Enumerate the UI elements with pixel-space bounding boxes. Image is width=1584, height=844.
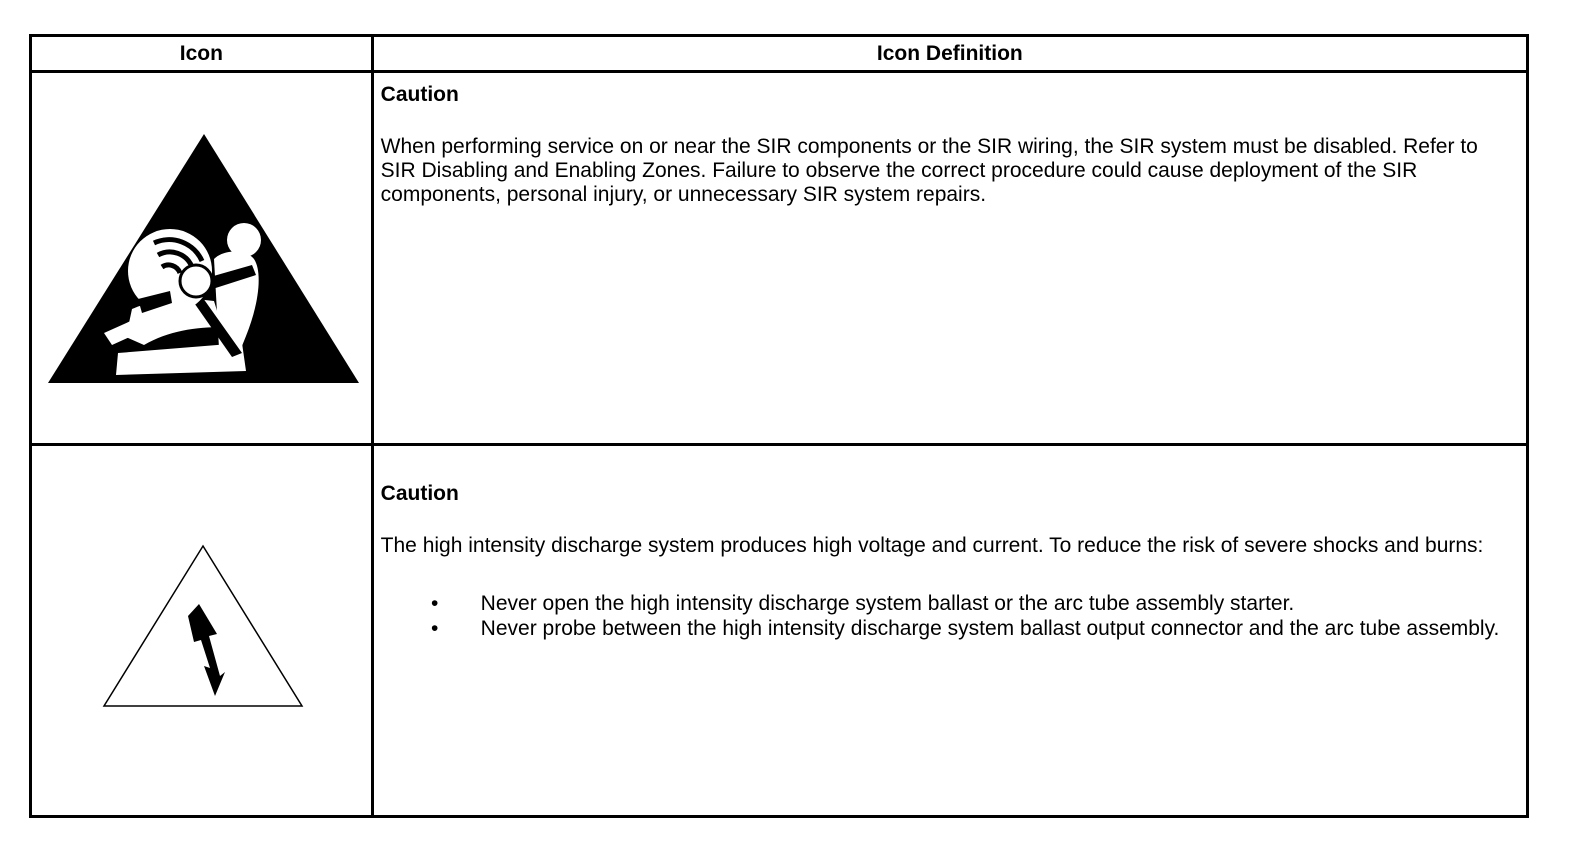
definition-cell xyxy=(372,72,1527,445)
bullet-text: Never open the high intensity discharge system ballast or the arc tube assembly starter. xyxy=(480,591,1295,615)
airbag-warning-icon xyxy=(46,131,360,387)
header-definition: Icon Definition xyxy=(372,36,1527,72)
high-voltage-warning-icon xyxy=(102,544,304,708)
caution-bullet-list xyxy=(381,592,1518,641)
caution-heading: Caution xyxy=(380,83,459,106)
table-row xyxy=(31,444,1528,817)
icon-definition-table xyxy=(29,34,1529,818)
bullet-icon: • xyxy=(430,591,439,615)
list-item xyxy=(429,617,1518,641)
caution-heading: Caution xyxy=(380,481,459,505)
header-row xyxy=(31,36,1528,72)
caution-paragraph: When performing service on or near the SIR components or the SIR wiring, the SIR system must be disabled. Refer to SIR Disabling and Enabling Zones. Failure to observe the correct procedure could cause deployment of the SIR components, personal injury, or unnecessary SIR system repairs. xyxy=(380,135,1478,206)
list-item xyxy=(429,592,1518,616)
icon-cell xyxy=(31,444,373,817)
bullet-icon: • xyxy=(430,616,439,640)
bullet-text: Never probe between the high intensity discharge system ballast output connector and the arc tube assembly. xyxy=(480,616,1500,640)
definition-cell xyxy=(372,444,1527,817)
header-icon: Icon xyxy=(31,36,373,72)
icon-cell xyxy=(31,72,373,445)
table-row xyxy=(31,72,1528,445)
caution-paragraph: The high intensity discharge system produces high voltage and current. To reduce the risk of severe shocks and burns: xyxy=(380,533,1484,557)
